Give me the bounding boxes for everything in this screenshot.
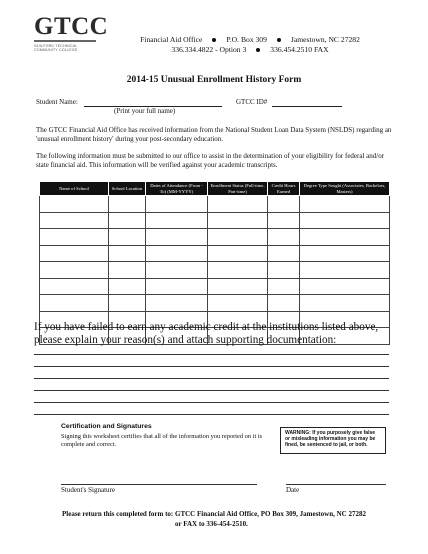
table-cell[interactable] — [300, 212, 390, 229]
header-credit-hours: Credit Hours Earned — [268, 182, 300, 196]
return-address: GTCC Financial Aid Office, PO Box 309, Jamestown, NC 27282 — [175, 510, 366, 518]
explanation-line[interactable] — [34, 402, 389, 403]
table-row — [40, 229, 390, 246]
return-instructions — [62, 510, 382, 529]
table-cell[interactable] — [268, 295, 300, 312]
table-cell[interactable] — [109, 262, 146, 279]
gtcc-id-label: GTCC ID# — [236, 98, 268, 106]
table-cell[interactable] — [300, 245, 390, 262]
date-field[interactable] — [286, 484, 386, 485]
po-box: P.O. Box 309 — [226, 35, 267, 44]
table-cell[interactable] — [109, 295, 146, 312]
table-cell[interactable] — [146, 262, 208, 279]
return-lead: Please return this completed form to: — [62, 510, 174, 518]
warning-box: WARNING: If you purposely give false or misleading information you may be fined, be sentenced to jail, or both. — [280, 427, 386, 454]
table-cell[interactable] — [146, 245, 208, 262]
fax-number: 336.454.2510 FAX — [270, 45, 329, 54]
table-cell[interactable] — [300, 278, 390, 295]
table-cell[interactable] — [146, 212, 208, 229]
logo-divider — [34, 40, 96, 42]
header-degree-type: Degree Type Sought (Associates, Bachelors, Masters) — [300, 182, 390, 196]
table-cell[interactable] — [300, 196, 390, 213]
table-cell[interactable] — [300, 262, 390, 279]
explanation-line[interactable] — [34, 366, 389, 367]
explanation-line[interactable] — [34, 390, 389, 391]
table-cell[interactable] — [268, 278, 300, 295]
table-cell[interactable] — [40, 196, 109, 213]
table-cell[interactable] — [208, 212, 268, 229]
header-school-name: Name of School — [40, 182, 109, 196]
office-contact-line — [120, 45, 380, 54]
certification-text: Signing this worksheet certifies that all of the information you reported on it is complete and correct. — [61, 433, 263, 448]
table-cell[interactable] — [109, 245, 146, 262]
header-school-location: School Location — [109, 182, 146, 196]
return-fax: or FAX to 336-454-2510. — [175, 519, 248, 528]
table-row — [40, 245, 390, 262]
table-row — [40, 262, 390, 279]
nslds-paragraph: The GTCC Financial Aid Office has received information from the National Student Loan Data System (NSLDS) regarding an 'unusual enrollment history' during your post-secondary education. — [36, 126, 392, 143]
bullet-icon — [277, 38, 281, 42]
table-cell[interactable] — [109, 196, 146, 213]
table-row — [40, 196, 390, 213]
certification-heading: Certification and Signatures — [61, 423, 152, 430]
table-cell[interactable] — [40, 262, 109, 279]
logo-subtitle: GUILFORD TECHNICAL COMMUNITY COLLEGE — [34, 44, 78, 53]
bullet-icon — [256, 48, 260, 52]
college-logo: GTCC — [34, 13, 109, 40]
header-enrollment-status: Enrollment Status (Full-time, Part-time) — [208, 182, 268, 196]
date-label: Date — [286, 486, 300, 494]
table-cell[interactable] — [109, 212, 146, 229]
table-cell[interactable] — [40, 278, 109, 295]
table-cell[interactable] — [146, 196, 208, 213]
explanation-prompt: If you have failed to earn any academic credit at the institutions listed above, please explain your reason(s) and attach supporting documentation: — [34, 321, 379, 346]
table-cell[interactable] — [208, 196, 268, 213]
table-row — [40, 278, 390, 295]
table-cell[interactable] — [208, 229, 268, 246]
table-cell[interactable] — [268, 196, 300, 213]
phone-number: 336.334.4822 - Option 3 — [171, 45, 247, 54]
gtcc-id-field[interactable] — [272, 106, 342, 107]
table-cell[interactable] — [146, 295, 208, 312]
explanation-line[interactable] — [34, 378, 389, 379]
explanation-line[interactable] — [34, 414, 389, 415]
city-state-zip: Jamestown, NC 27282 — [290, 35, 360, 44]
office-address-line — [120, 35, 380, 44]
form-title: 2014-15 Unusual Enrollment History Form — [126, 75, 302, 85]
signature-label: Student's Signature — [61, 486, 115, 494]
table-cell[interactable] — [40, 229, 109, 246]
table-cell[interactable] — [208, 245, 268, 262]
table-cell[interactable] — [208, 262, 268, 279]
office-name: Financial Aid Office — [140, 35, 203, 44]
table-cell[interactable] — [268, 229, 300, 246]
table-cell[interactable] — [109, 229, 146, 246]
table-cell[interactable] — [268, 212, 300, 229]
table-cell[interactable] — [300, 295, 390, 312]
header-dates-attendance: Dates of Attendance (From - To) (MM-YYYY) — [146, 182, 208, 196]
student-signature-field[interactable] — [61, 484, 257, 485]
table-cell[interactable] — [208, 295, 268, 312]
table-cell[interactable] — [146, 229, 208, 246]
table-cell[interactable] — [268, 262, 300, 279]
table-row — [40, 212, 390, 229]
table-row — [40, 295, 390, 312]
table-cell[interactable] — [300, 229, 390, 246]
requirements-paragraph: The following information must be submitted to our office to assist in the determination of your eligibility for federal and/or state financial aid. This information will be verified against your academic transcripts. — [36, 152, 385, 169]
table-cell[interactable] — [146, 278, 208, 295]
table-cell[interactable] — [268, 245, 300, 262]
table-cell[interactable] — [40, 245, 109, 262]
table-cell[interactable] — [208, 278, 268, 295]
student-name-hint: (Print your full name) — [114, 107, 176, 115]
table-header-row — [40, 182, 390, 196]
bullet-icon — [212, 38, 216, 42]
table-cell[interactable] — [40, 295, 109, 312]
explanation-line[interactable] — [34, 354, 389, 355]
student-name-label: Student Name: — [36, 98, 78, 106]
table-cell[interactable] — [109, 278, 146, 295]
table-cell[interactable] — [40, 212, 109, 229]
